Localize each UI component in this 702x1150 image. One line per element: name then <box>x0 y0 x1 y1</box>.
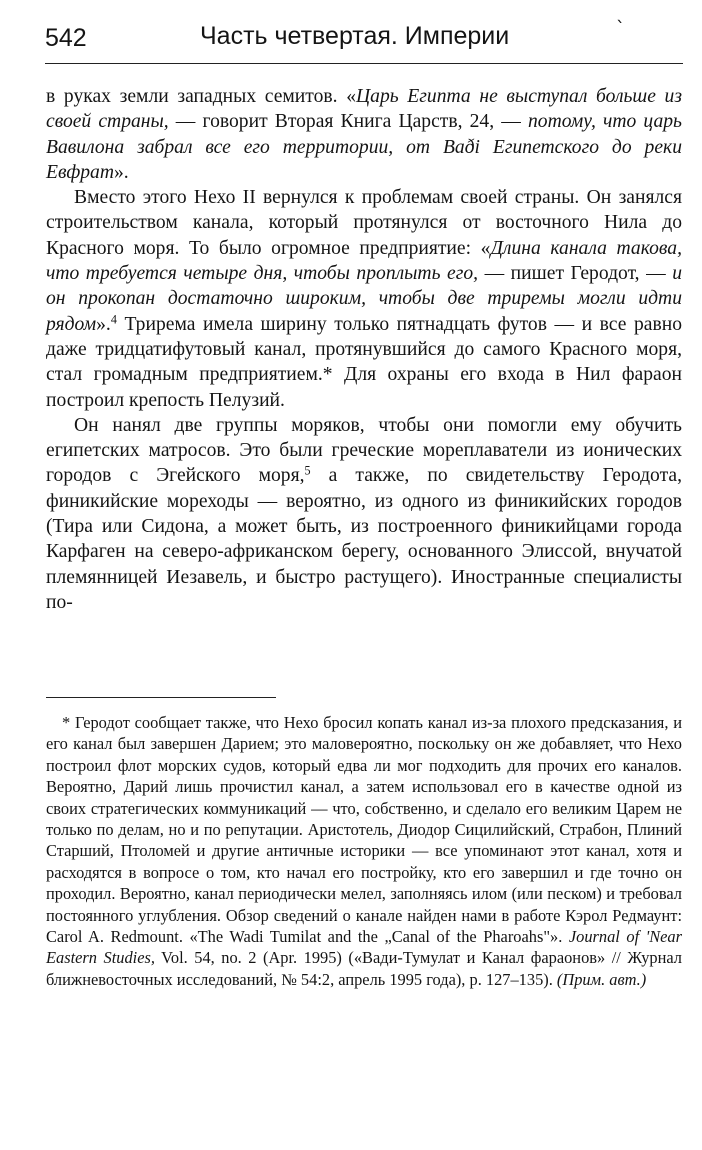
text-run: — пишет Геродот, — <box>478 263 673 285</box>
page-header <box>45 18 685 62</box>
paragraph <box>46 413 682 615</box>
text-run: * Геродот сообщает также, что Нехо бросил копать канал из-за плохого предсказания, и его канал был завершен Дарием; это маловероятно, поскольку он же добавляет, что Нехо построил флот морских судов, который едва ли мог подходить для прочих его каналов. Вероятно, Дарий лишь прочистил канал, а затем использовал его в качестве одной из своих стратегических коммуникаций — что, собственно, и сделало его великим Царем не только по делам, но и по репутации. Аристотель, Диодор Сицилийский, Страбон, Плиний Старший, Птоломей и другие античные историки — все упоминают этот канал, хотя и расходятся в вопросе о том, кто начал его постройку, кто его завершил и где точно он проходил. Вероятно, канал периодически мелел, заполняясь илом (или песком) и требовал постоянного углубления. Обзор сведений о канале найден нами в работе Кэрол Редмаунт: Carol A. Redmount. «The Wadi Tumilat and the „Canal of the Pharoahs"». <box>46 713 682 947</box>
header-rule <box>45 63 683 64</box>
italic-run: Journal of 'Near Eastern Studies, <box>46 927 682 968</box>
text-run: а также, по свидетельству Геродота, финикийские мореходы — вероятно, из одного из финикийских городов (Тира или Сидона, а может быть, из построенного финикийцами города Карфаген на северо-африканском берегу, основанного Элиссой, внучатой племянницей Иезавель, и быстро растущего). Иностранные специалисты по- <box>46 465 682 613</box>
footnote <box>46 712 682 990</box>
text-run: Vol. 54, no. 2 (Apr. 1995) («Вади-Тумулат и Канал фараонов» // Журнал ближневосточных исследований, № 54:2, апрель 1995 года), р. 127–135). <box>46 948 682 989</box>
footnote-text <box>46 712 682 990</box>
text-run: Вместо этого Нехо II вернулся к проблемам своей страны. Он занялся строительством канала, который протянулся от восточного Нила до Красного моря. То было огромное предприятие: « <box>46 187 682 259</box>
italic-run: потому, что царь Вавилона забрал все его территории, от Ваði Египетского до реки Евфрат <box>46 111 682 183</box>
text-run: в руках земли западных семитов. « <box>46 86 356 107</box>
italic-run: (Прим. авт.) <box>556 969 647 989</box>
footnote-rule <box>46 697 276 698</box>
text-run: ». <box>114 161 129 183</box>
footnote-ref: 4 <box>110 312 117 326</box>
footnote-ref: 5 <box>304 463 311 478</box>
text-run: — говорит Вторая Книга Царств, 24, — <box>168 111 528 133</box>
italic-run: Царь Египта не выступал больше из своей страны, <box>46 86 682 133</box>
text-run: ». <box>96 313 111 335</box>
italic-run: Длина канала такова, что требуется четыре дня, чтобы проплыть его, <box>46 237 682 285</box>
header-mark: ` <box>616 18 625 39</box>
paragraph <box>46 185 682 413</box>
italic-run: и он прокопан достаточно широким, чтобы две триремы могли идти рядом <box>46 263 682 335</box>
page-number: 542 <box>45 24 87 52</box>
paragraph <box>46 84 682 185</box>
text-run: Он нанял две группы моряков, чтобы они помогли ему обучить египетских матросов. Это были греческие мореплаватели из ионических городов с Эгейского моря, <box>46 414 682 487</box>
main-text <box>46 84 682 615</box>
running-title: Часть четвертая. Империи <box>200 22 510 50</box>
text-run: Трирема имела ширину только пятнадцать футов — и все равно даже тридцатифутовый канал, протянувшийся до самого Красного моря, стал громадным предприятием.* Для охраны его входа в Нил фараон построил крепость Пелузий. <box>46 313 682 411</box>
